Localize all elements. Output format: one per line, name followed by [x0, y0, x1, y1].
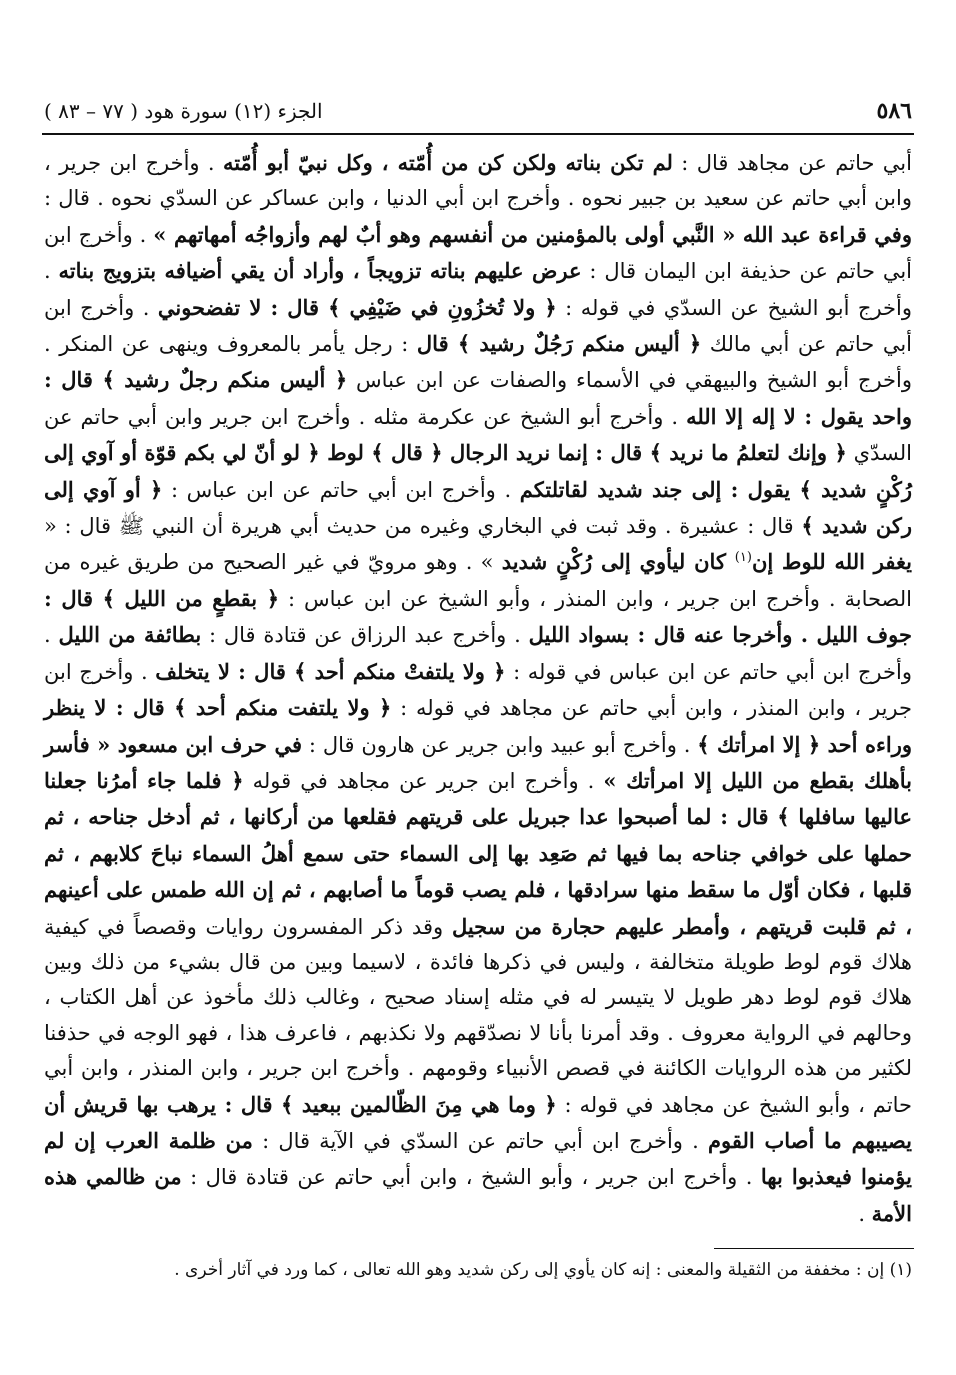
footnote-marker: (١)	[734, 550, 752, 566]
text-run: . وأخرج أبو الشيخ عن عكرمة مثله . وأخرج ابن جرير وابن أبي حاتم عن السدّي	[44, 404, 912, 466]
text-run: . وأخرج ابن أبي حاتم عن حذيفة ابن اليمان قال :	[44, 222, 912, 284]
bold-run: يغفر الله للوط إن	[751, 549, 912, 575]
bold-run: عرض عليهم بناته تزويجاً ، وأراد أن يقي أضيافه بتزويج بناته	[58, 258, 582, 284]
text-run: » . وهو مرويّ في غير الصحيح من طريق غيره من الصحابة . وأخرج ابن جرير ، وابن المنذر ، وأبو الشيخ عن ابن عباس :	[44, 550, 912, 611]
footnote-separator	[714, 1248, 914, 1249]
text-run: أبي حاتم عن مجاهد قال :	[672, 151, 912, 175]
text-run: .	[858, 1201, 872, 1226]
bold-run: ﴿ ولا يلتفت منكم أحد ﴾ قال : لا ينظر وراءه أحد ﴿ إلا امرأتك ﴾	[44, 695, 912, 757]
bold-run: وفي قراءة عبد الله « النَّبي أولى بالمؤمنين من أنفسهم وهو أبٌ لهم وأزواجُه أمهاتهم »	[153, 221, 912, 247]
bold-run: ﴿ فلما جاء أمرُنا جعلنا عاليها سافلها ﴾ قال : لما أصبحوا عدا جبريل على قريتهم فقلعها من أركانها ، ثم أدخل جناحه ، ثم حملها على خوافي جناحه بما فيها ثم صَعِد بها إلى السماء حتى سمع أهلُ السماء نباحَ كلابهم ، ثم قلبها ، فكان أوّل ما سقط منها سرادقها ، فلم يصب قوماً ما أصابهم ، ثم إن الله طمس على أعينهم ، ثم قلبت قريتهم ، وأمطر عليهم حجارة من سجيل	[44, 767, 912, 939]
bold-run: ﴿ أليس منكم رَجُلٌ رشيد ﴾ قال	[416, 331, 702, 357]
text-run: . وأخرج ابن جرير ، وأبو الشيخ ، وابن أبي حاتم عن قتادة قال :	[181, 1165, 761, 1190]
text-run: قال : عشيرة . وقد ثبت في البخاري وغيره من حديث أبي هريرة أن النبي ﷺ قال : «	[44, 514, 802, 539]
bold-run: كان ليأوي إلى رُكْنٍ شديد	[501, 549, 735, 575]
text-run: . وأخرج ابن جرير عن مجاهد في قوله	[243, 768, 604, 793]
text-run: . وأخرج ابن أبي حاتم عن ابن عباس في قوله :	[44, 623, 912, 684]
bold-run: ﴿ ولا يلتفتْ منكم أحد ﴾ قال : لا يتخلف	[155, 658, 506, 684]
text-run: . وأخرج ابن أبي حاتم عن ابن عباس :	[162, 477, 520, 502]
text-run: وقد ذكر المفسرون روايات وقصصاً في كيفية هلاك قوم لوط طويلة متخالفة ، وليس في ذكرها فائدة ، لاسيما وبين من قال بشيء من ذلك وبين هلاك قوم لوط دهر طويل لا يتيسر له في مثله إسناد صحيح ، وغالب ذلك مأخوذ عن أهل الكتاب ، وحالهم في الرواية معروف . وقد أمرنا بأنا لا نصدّقهم ولا نكذبهم ، فاعرف هذا ، فهو الوجه في حذفنا لكثير من هذه الروايات الكائنة في قصص الأنبياء وقومهم . وأخرج ابن جرير ، وابن المنذر ، وابن أبي حاتم ، وأبو الشيخ عن مجاهد في قوله :	[44, 914, 912, 1117]
text-run: . وأخرج ابن جرير ، وابن المنذر ، وابن أبي حاتم عن مجاهد في قوله :	[44, 659, 912, 721]
text-run: . وأخرج أبو عبيد وابن جرير عن هارون قال :	[302, 732, 698, 757]
bold-run: ﴿ ولا تُخزُونِ في ضَيْفِي ﴾ قال : لا تفضحوني	[157, 294, 557, 320]
text-run: . وأخرج أبو الشيخ عن السدّي في قوله :	[44, 259, 912, 320]
text-run: . وأخرج ابن أبي حاتم عن أبي مالك	[44, 295, 913, 357]
bold-run: ﴿ أليس منكم رجلٌ رشيد ﴾ قال : واحد يقول : لا إله إلا الله	[44, 367, 912, 429]
bold-run: بطائفة من الليل	[58, 622, 202, 648]
page-number: ٥٨٦	[876, 98, 912, 124]
running-head: الجزء (١٢) سورة هود ( ٧٧ – ٨٣ )	[44, 99, 323, 123]
bold-run: في حرف ابن مسعود « فأسر بأهلك بقطع من الليل إلا امرأتك »	[44, 731, 913, 793]
bold-run: ﴿ وما هي مِنَ الظّالمين ببعيد ﴾ قال : يرهب بها قريش أن يصيبهم ما أصاب القوم	[44, 1091, 912, 1153]
bold-run: ﴿ أو آوي إلى ركن شديد ﴾	[44, 476, 912, 539]
footnote: (١) إن : مخففة من الثقيلة والمعنى : إنه كان يأوي إلى ركن شديد وهو الله تعالى ، كما ورد في آثار أخرى .	[174, 1260, 912, 1280]
header-rule	[42, 133, 914, 135]
text-run: . وأخرج ابن أبي حاتم عن السدّي في الآية قال :	[252, 1128, 708, 1153]
bold-run: ﴿ وإنك لتعلمُ ما نريد ﴾ قال : إنما نريد الرجال ﴿ قال ﴾ لوط ﴿ لو أنّ لي بكم قوّة أو آوي إلى رُكْنٍ شديد ﴾ يقول : إلى جند شديد لقاتلتكم	[44, 440, 912, 502]
bold-run: من ظالمي هذه الأمة	[44, 1164, 912, 1226]
text-run: . وأخرج عبد الرزاق عن قتادة قال :	[201, 623, 529, 648]
bold-run: من ظلمة العرب إن لم يؤمنوا فيعذبوا بها	[44, 1127, 912, 1190]
body-text	[44, 145, 912, 1232]
bold-run: ﴿ بقطعٍ من الليل ﴾ قال : جوف الليل . وأخرجا عنه قال : بسواد الليل	[44, 585, 912, 648]
page-header	[44, 96, 912, 126]
text-run: : رجل يأمر بالمعروف وينهى عن المنكر . وأخرج أبو الشيخ والبيهقي في الأسماء والصفات عن ابن عباس	[44, 332, 912, 393]
bold-run: لم تكن بناته ولكن كن من أُمّته ، وكل نبيّ أبو أُمّته	[222, 150, 673, 175]
text-run: . وأخرج ابن جرير ، وابن أبي حاتم عن سعيد بن جبير نحوه . وأخرج ابن أبي الدنيا ، وابن عساكر عن السدّي نحوه . قال :	[44, 151, 912, 211]
